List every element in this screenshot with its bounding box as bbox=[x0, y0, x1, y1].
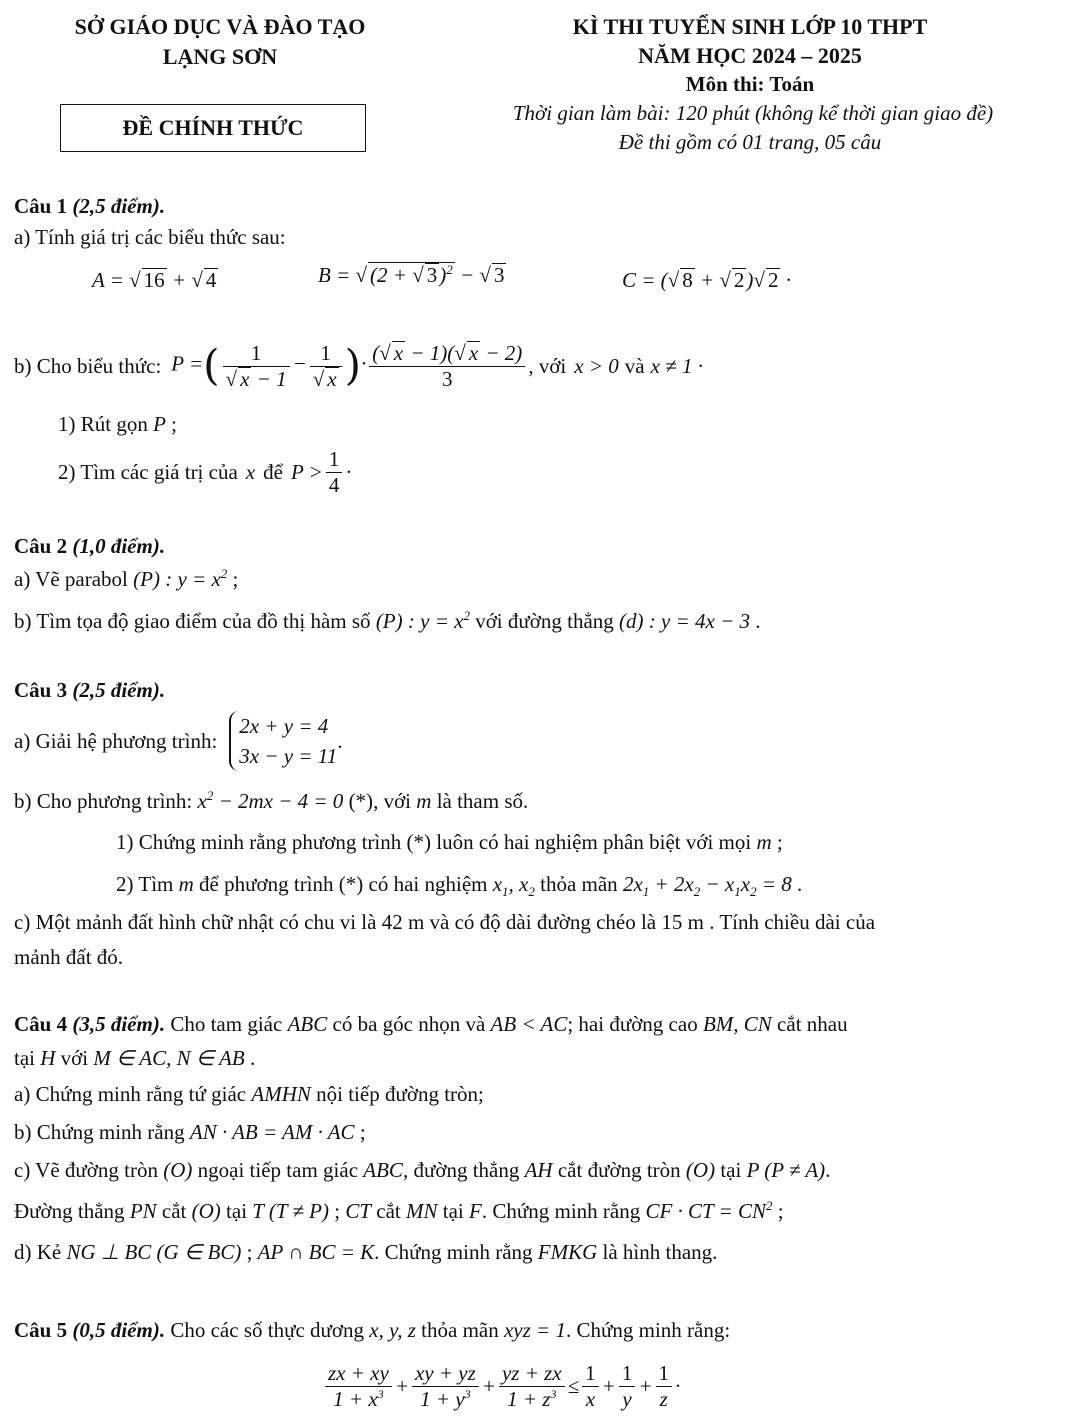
question-4d: d) Kẻ NG ⊥ BC (G ∈ BC) ; AP ∩ BC = K. Chứng minh rằng FMKG là hình thang. bbox=[14, 1240, 718, 1264]
question-2-heading bbox=[14, 534, 165, 559]
school-year: NĂM HỌC 2024 – 2025 bbox=[638, 43, 862, 68]
expression-p: P =( $\frac{1}{√ x - 1}$ − $\frac{1}{√ x}$ )· $\frac{(√ x - 1)(√ x - 2)}{3}$ bbox=[171, 341, 528, 390]
condition-x-positive: x > 0 bbox=[574, 353, 619, 378]
question-4-line1: Câu 4 (3,5 điểm). Cho tam giác ABC có ba góc nhọn và AB < AC; hai đường cao BM, CN cắt nhau bbox=[14, 1012, 848, 1036]
question-3b-tail2: là tham số. bbox=[436, 789, 529, 813]
question-3b1-text: 1) Chứng minh rằng phương trình (*) luôn có hai nghiệm phân biệt với mọi bbox=[116, 830, 752, 854]
exam-time: Thời gian làm bài: 120 phút (không kể thời gian giao đề) bbox=[512, 101, 994, 125]
question-4c-line2: Đường thẳng PN cắt (O) tại T (T ≠ P) ; CT cắt MN tại F. Chứng minh rằng CF · CT = $CN^2$ ; bbox=[14, 1198, 784, 1223]
question-4a: a) Chứng minh rằng tứ giác AMHN nội tiếp đường tròn; bbox=[14, 1082, 484, 1106]
question-3a: a) Giải hệ phương trình: 2x + y = 4 3x − y = 11 . bbox=[14, 706, 342, 776]
question-1b2-de: để bbox=[263, 459, 283, 484]
question-4d-text-2: . Chứng minh rằng bbox=[374, 1240, 533, 1264]
question-3b2-part3: thỏa mãn bbox=[540, 872, 618, 896]
official-exam-label: ĐỀ CHÍNH THỨC bbox=[122, 115, 304, 140]
question-4c-line1: c) Vẽ đường tròn (O) ngoại tiếp tam giác ABC, đường thẳng AH cắt đường tròn (O) tại P (P ≠ A). bbox=[14, 1158, 831, 1182]
question-1a-text: a) Tính giá trị các biểu thức sau: bbox=[14, 225, 286, 249]
question-1b-line bbox=[14, 326, 703, 406]
official-exam-badge bbox=[60, 104, 366, 152]
question-4-intro-2: có ba góc nhọn và bbox=[332, 1012, 486, 1036]
condition-and: và bbox=[624, 353, 645, 378]
question-3c-line2: mảnh đất đó. bbox=[14, 945, 124, 969]
question-3c-line1: c) Một mảnh đất hình chữ nhật có chu vi là 42 m và có độ dài đường chéo là 15 m . Tính chiều dài của bbox=[14, 910, 876, 934]
question-4d-text-1: d) Kẻ bbox=[14, 1240, 62, 1264]
department-name: SỞ GIÁO DỤC VÀ ĐÀO TẠO bbox=[74, 14, 366, 39]
question-2-points: (1,0 điểm). bbox=[72, 534, 166, 558]
question-4-title: Câu 4 bbox=[14, 1012, 68, 1036]
question-4b-text: b) Chứng minh rằng bbox=[14, 1120, 185, 1144]
question-1-title: Câu 1 bbox=[14, 194, 68, 218]
question-5-inequality: $\frac{zx + xy}{1 + x^3}$ + $\frac{xy + yz}{1 + y^3}$ + $\frac{yz + zx}{1 + z^3}$ ≤ $\frac{1}{x}$ + $\frac{1}{y}$ + $\frac{1}{z}$ · bbox=[322, 1354, 680, 1418]
question-4-intro-3: ; hai đường cao bbox=[567, 1012, 698, 1036]
question-2b: b) Tìm tọa độ giao điểm của đồ thị hàm số (P) : $y = x^2$ với đường thẳng (d) : y = 4x − 3 . bbox=[14, 608, 761, 633]
question-4c-line2-e: tại bbox=[442, 1199, 464, 1223]
question-4a-tail: nội tiếp đường tròn; bbox=[316, 1082, 484, 1106]
question-3b2: 2) Tìm m để phương trình (*) có hai nghiệm $x_1$, $x_2$ thỏa mãn $2x_1 + 2x_2 - x_1x_2 = 8$ . bbox=[116, 872, 803, 900]
question-4a-text: a) Chứng minh rằng tứ giác bbox=[14, 1082, 247, 1106]
question-4-intro-6: với bbox=[60, 1046, 89, 1070]
question-2b-mid: với đường thẳng bbox=[475, 609, 614, 633]
question-4c-text-2: ngoại tiếp tam giác bbox=[197, 1158, 359, 1182]
question-4d-text-3: là hình thang. bbox=[602, 1240, 718, 1264]
question-4-intro-1: Cho tam giác bbox=[170, 1012, 283, 1036]
question-4-line2: tại H với M ∈ AC, N ∈ AB . bbox=[14, 1046, 256, 1070]
question-5-text-2: thỏa mãn bbox=[421, 1318, 499, 1342]
exam-title: KÌ THI TUYỂN SINH LỚP 10 THPT bbox=[572, 14, 928, 39]
question-4c-text-4: cắt đường tròn bbox=[557, 1158, 681, 1182]
question-5-title: Câu 5 bbox=[14, 1318, 68, 1342]
question-3b-tail: , với bbox=[373, 789, 412, 813]
question-3a-text: a) Giải hệ phương trình: bbox=[14, 728, 218, 753]
question-4c-text-1: c) Vẽ đường tròn bbox=[14, 1158, 158, 1182]
exam-subject: Môn thi: Toán bbox=[685, 72, 815, 96]
expression-b: B = √ (2 + √ 3)$^2$ − √ 3 bbox=[318, 262, 505, 287]
question-4c-line2-b: cắt bbox=[161, 1199, 187, 1223]
question-2a: a) Vẽ parabol (P) : $y = x^2$ ; bbox=[14, 566, 239, 591]
question-5-text-1: Cho các số thực dương bbox=[170, 1318, 365, 1342]
question-1-heading bbox=[14, 194, 165, 219]
question-2a-text: a) Vẽ parabol bbox=[14, 567, 128, 591]
question-4c-line2-c: tại bbox=[226, 1199, 248, 1223]
question-1b2-text: 2) Tìm các giá trị của bbox=[58, 459, 238, 484]
question-4-intro-5: tại bbox=[14, 1046, 35, 1070]
question-3b-text: b) Cho phương trình: bbox=[14, 789, 193, 813]
question-5-points: (0,5 điểm). bbox=[72, 1318, 166, 1342]
equation-system: 2x + y = 4 3x − y = 11 bbox=[229, 711, 337, 772]
province-name: LẠNG SƠN bbox=[162, 44, 278, 69]
question-3-heading bbox=[14, 678, 165, 703]
question-1-points: (2,5 điểm). bbox=[72, 194, 166, 218]
question-3b2-part2: để phương trình (*) có hai nghiệm bbox=[199, 872, 488, 896]
question-3b2-part1: 2) Tìm bbox=[116, 872, 174, 896]
condition-x-not-one: x ≠ 1 · bbox=[650, 353, 703, 378]
question-1b2: 2) Tìm các giá trị của x để P > $\frac{1}{4}$ · bbox=[58, 447, 353, 497]
question-4-points: (3,5 điểm). bbox=[72, 1012, 166, 1036]
question-4c-text-5: tại bbox=[720, 1158, 742, 1182]
question-3-title: Câu 3 bbox=[14, 678, 68, 702]
question-1b-prefix: b) Cho biểu thức: bbox=[14, 353, 162, 378]
question-3b: b) Cho phương trình: $x^2 - 2mx - 4 = 0$ (*), với m là tham số. bbox=[14, 788, 529, 813]
question-1b-condition: , với bbox=[528, 353, 567, 378]
question-4c-text-3: , đường thẳng bbox=[402, 1158, 520, 1182]
question-4c-line2-d: cắt bbox=[376, 1199, 401, 1223]
question-4-intro-4: cắt nhau bbox=[777, 1012, 848, 1036]
question-3-points: (2,5 điểm). bbox=[72, 678, 166, 702]
question-3b1: 1) Chứng minh rằng phương trình (*) luôn có hai nghiệm phân biệt với mọi m ; bbox=[116, 830, 783, 854]
question-1b1: 1) Rút gọn P ; bbox=[58, 412, 178, 436]
question-4c-line2-a: Đường thẳng bbox=[14, 1199, 125, 1223]
question-4b: b) Chứng minh rằng AN · AB = AM · AC ; bbox=[14, 1120, 366, 1144]
question-4c-line2-f: . Chứng minh rằng bbox=[481, 1199, 641, 1223]
question-2b-text: b) Tìm tọa độ giao điểm của đồ thị hàm số bbox=[14, 609, 371, 633]
question-2-title: Câu 2 bbox=[14, 534, 68, 558]
expression-a: A = √ 16 + √ 4 bbox=[92, 268, 217, 292]
question-5-line: Câu 5 (0,5 điểm). Cho các số thực dương x, y, z thỏa mãn xyz = 1. Chứng minh rằng: bbox=[14, 1318, 731, 1342]
exam-page-count: Đề thi gồm có 01 trang, 05 câu bbox=[618, 130, 882, 154]
question-1b1-text: 1) Rút gọn bbox=[58, 412, 148, 436]
expression-c: C = (√ 8 + √ 2)√ 2 · bbox=[622, 268, 791, 292]
question-5-text-3: . Chứng minh rằng: bbox=[565, 1318, 731, 1342]
